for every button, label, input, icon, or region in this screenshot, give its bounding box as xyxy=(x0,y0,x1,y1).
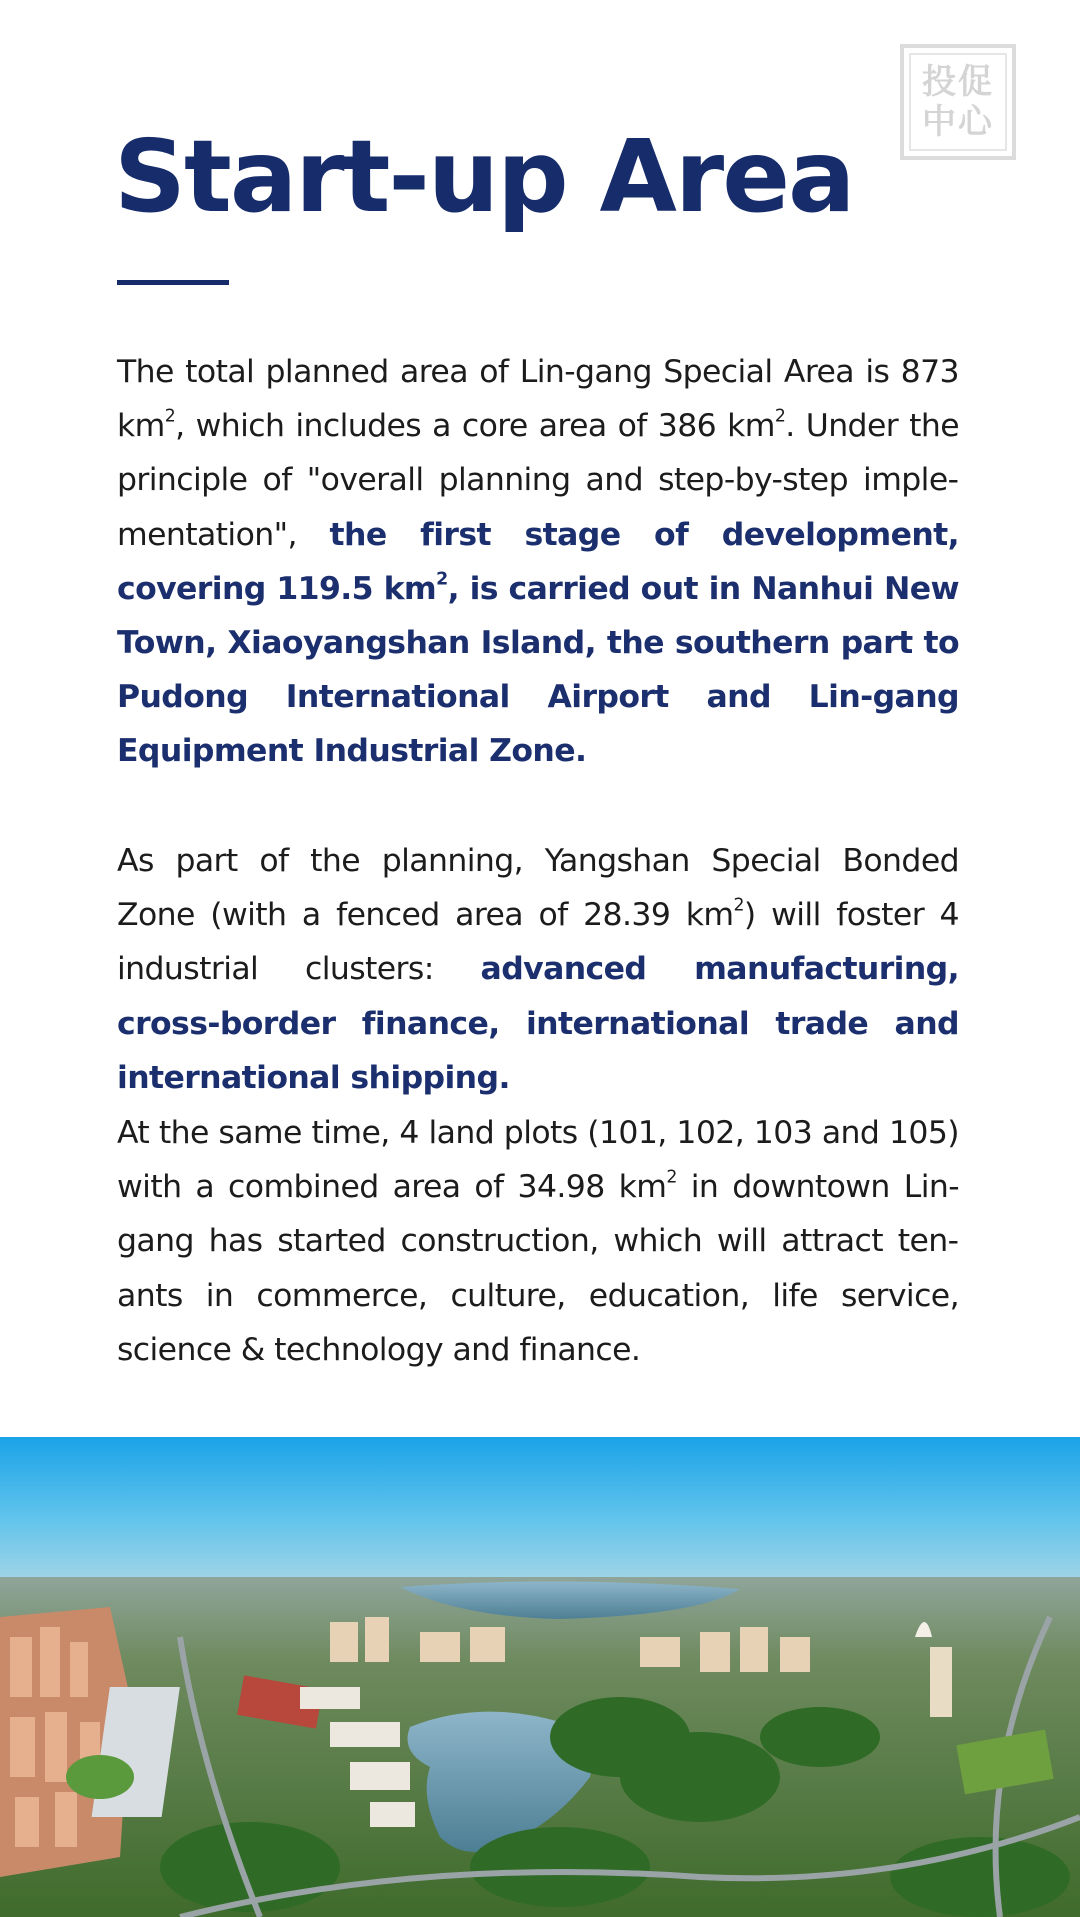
p1-sup-c: 2 xyxy=(436,569,448,590)
p1-highlight-b: , is carried out in Nanhui New Town, Xiaoyangshan Island, the southern part to Pudong International Airport and Lin-gang Equipment Industrial Zone. xyxy=(117,570,959,770)
photo-sky xyxy=(0,1437,1080,1587)
logo-stamp-line-1: 投促 xyxy=(922,62,994,102)
paragraph-land-plots xyxy=(117,1106,959,1377)
p1-sup-b: 2 xyxy=(774,406,786,427)
paragraph-bonded-zone xyxy=(117,834,959,1105)
p3-text-a: At the same time, 4 land plots (101, 102, 103 and 105) with a combined area of 34.98 km xyxy=(117,1115,959,1206)
page-title: Start-up Area xyxy=(114,118,854,235)
p1-text-a: The total planned area of Lin-gang Special Area is 873 km xyxy=(117,354,959,445)
p2-sup-a: 2 xyxy=(733,895,744,916)
p2-text-b: ) will foster 4 industrial clusters: xyxy=(117,897,959,988)
aerial-city-photo xyxy=(0,1437,1080,1917)
photo-field-circle xyxy=(66,1755,134,1799)
logo-stamp xyxy=(900,44,1016,160)
photo-tower xyxy=(930,1647,952,1717)
p2-text-a: As part of the planning, Yangshan Special Bonded Zone (with a fenced area of 28.39 km xyxy=(117,843,959,934)
title-underline xyxy=(117,280,229,285)
p1-text-c: . Under the principle of "overall planning and step-by-step implementation", xyxy=(117,408,960,553)
p1-text-b: , which includes a core area of 386 km xyxy=(175,408,775,445)
logo-stamp-inner xyxy=(909,53,1007,151)
p1-highlight-a: the first stage of development, covering 119.5 km xyxy=(117,516,959,607)
paragraph-planned-area xyxy=(117,345,959,779)
p2-highlight: advanced manufacturing, cross-border finance, international trade and international shipping. xyxy=(117,951,959,1096)
p3-sup-a: 2 xyxy=(666,1167,677,1188)
p1-sup-a: 2 xyxy=(164,406,176,427)
logo-stamp-line-2: 中心 xyxy=(922,102,994,142)
p3-text-b: in downtown Lin-gang has started construction, which will attract tenants in commerce, culture, education, life service, science & technology and finance. xyxy=(117,1169,959,1368)
